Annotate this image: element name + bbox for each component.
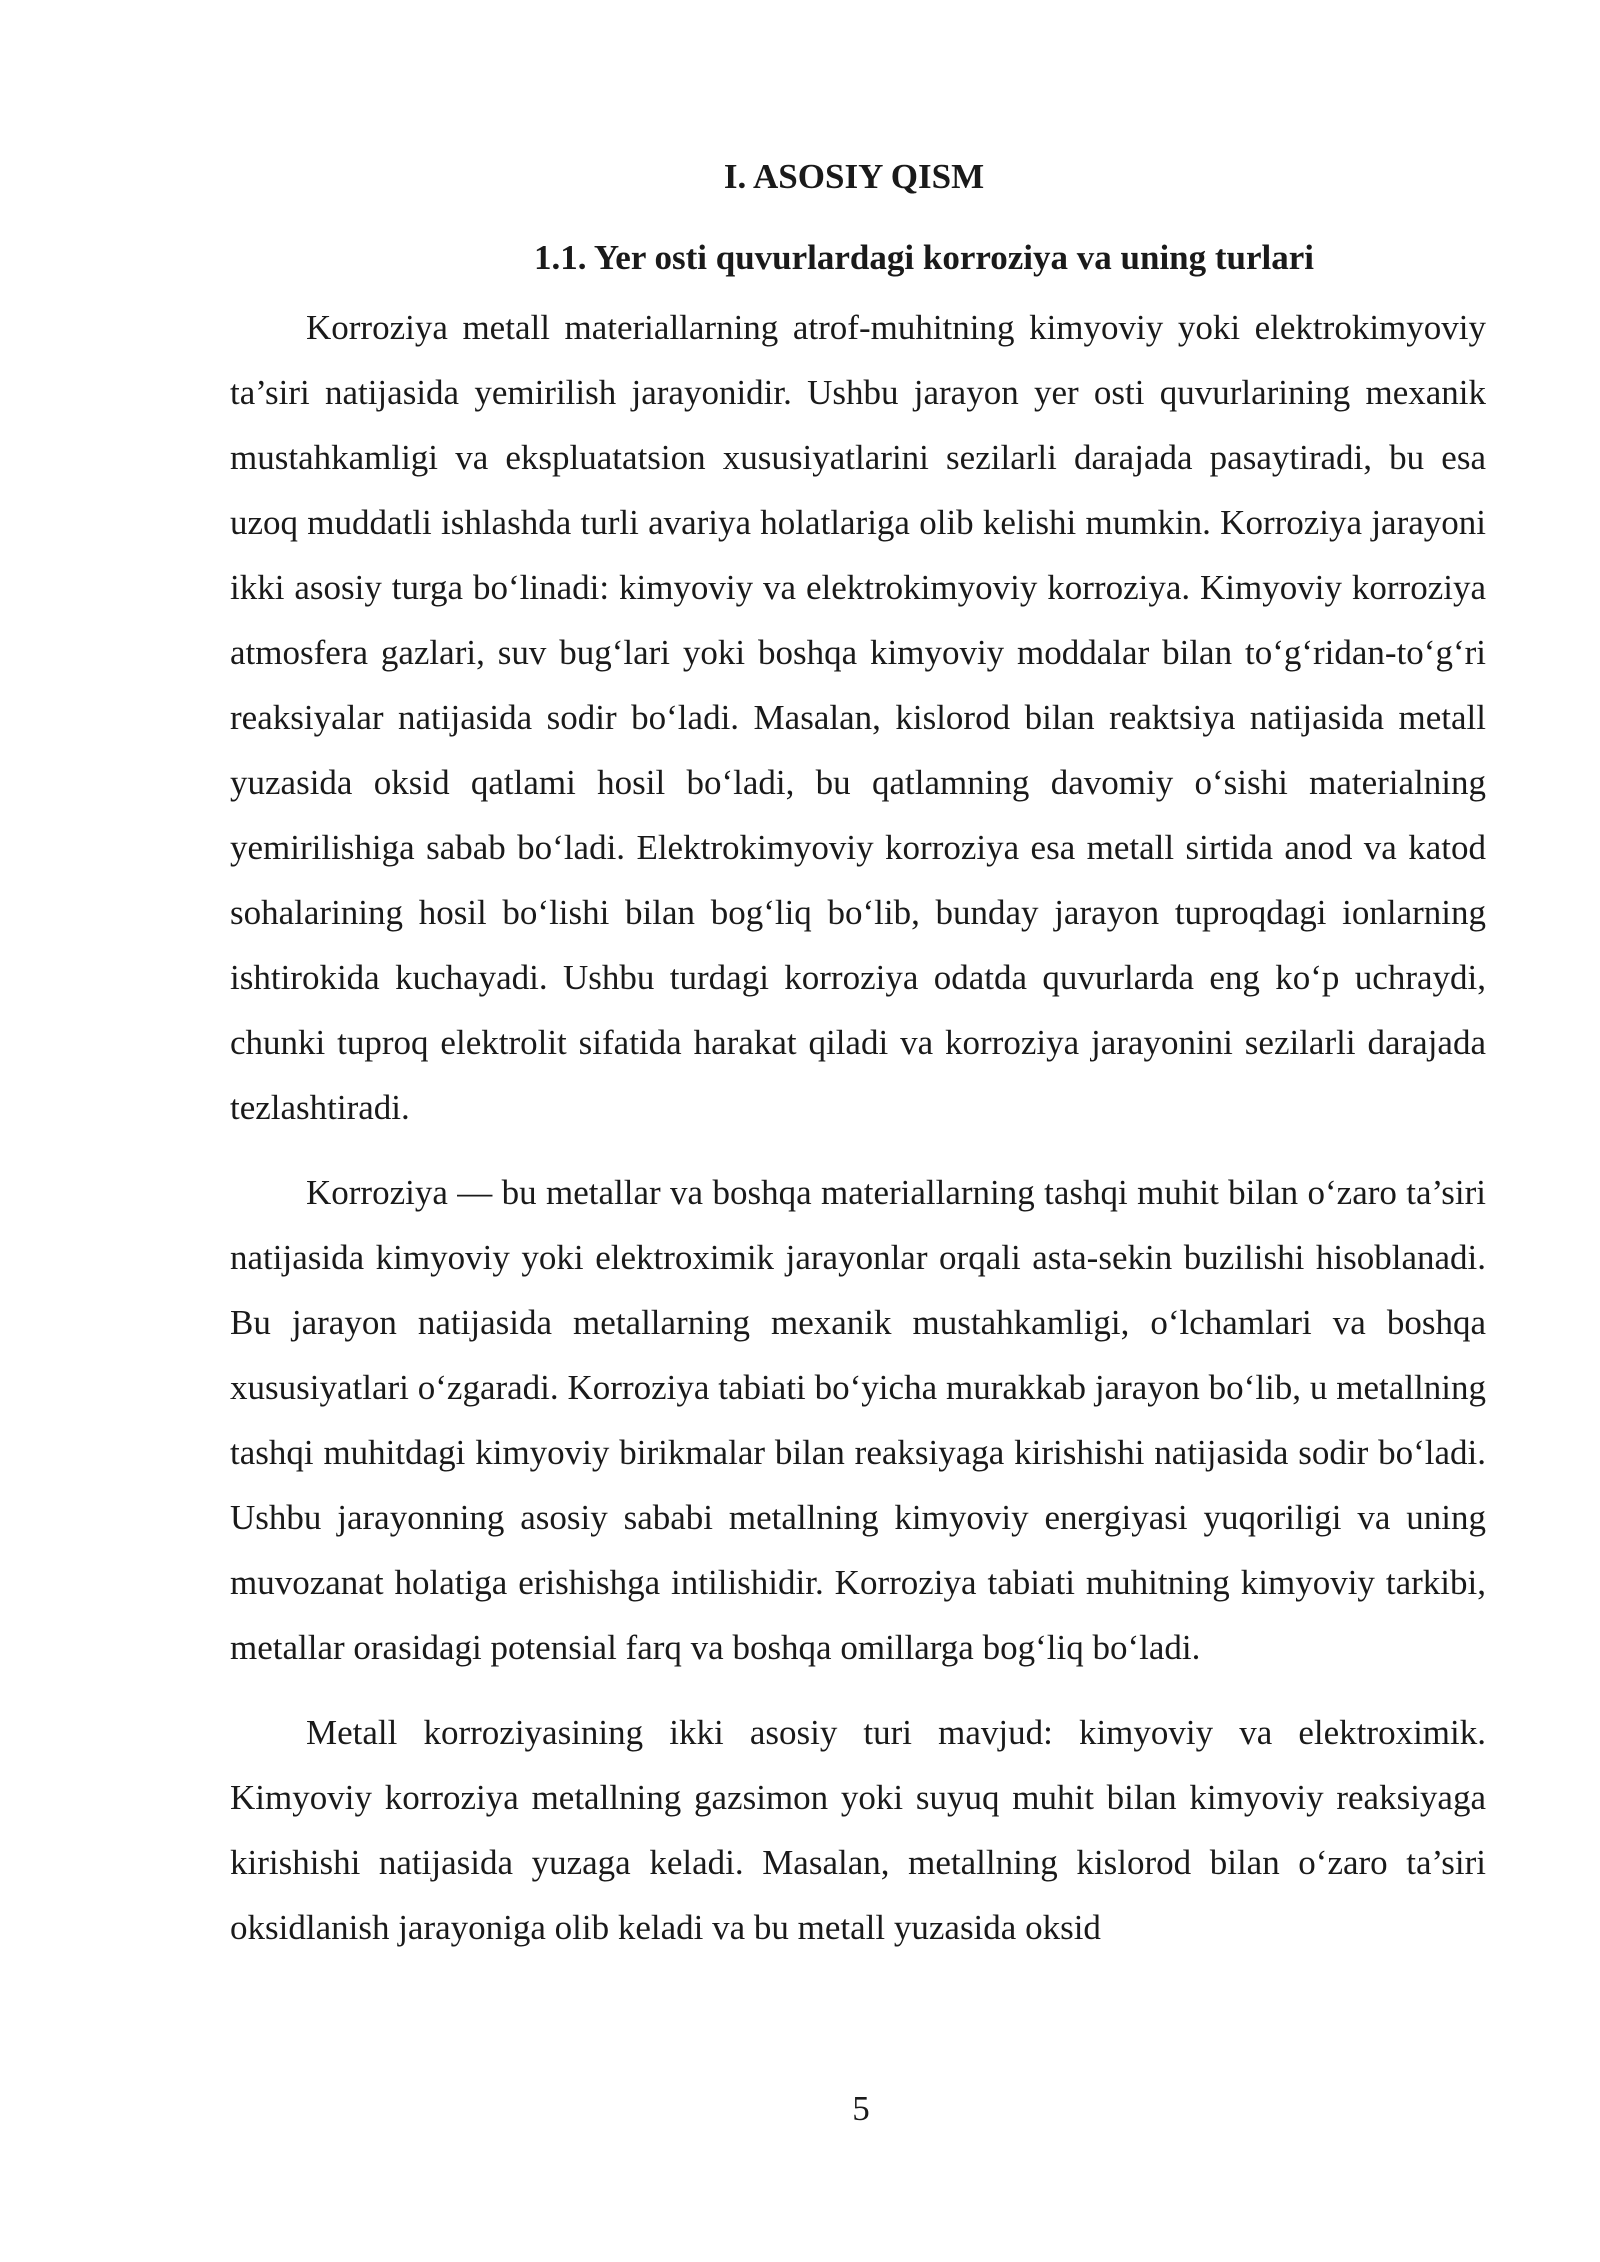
body-text: [230, 295, 1486, 1960]
paragraph-2: Korroziya — bu metallar va boshqa materiallarning tashqi muhit bilan o‘zaro ta’siri natijasida kimyoviy yoki elektroximik jarayonlar orqali asta-sekin buzilishi hisoblanadi. Bu jarayon natijasida metallarning mexanik mustahkamligi, o‘lchamlari va boshqa xususiyatlari o‘zgaradi. Korroziya tabiati bo‘yicha murakkab jarayon bo‘lib, u metallning tashqi muhitdagi kimyoviy birikmalar bilan reaksiyaga kirishishi natijasida sodir bo‘ladi. Ushbu jarayonning asosiy sababi metallning kimyoviy energiyasi yuqoriligi va uning muvozanat holatiga erishishga intilishidir. Korroziya tabiati muhitning kimyoviy tarkibi, metallar orasidagi potensial farq va boshqa omillarga bog‘liq bo‘ladi.: [230, 1173, 1486, 1667]
paragraph-1: Korroziya metall materiallarning atrof-muhitning kimyoviy yoki elektrokimyoviy ta’siri natijasida yemirilish jarayonidir. Ushbu jarayon yer osti quvurlarining mexanik mustahkamligi va ekspluatatsion xususiyatlarini sezilarli darajada pasaytiradi, bu esa uzoq muddatli ishlashda turli avariya holatlariga olib kelishi mumkin. Korroziya jarayoni ikki asosiy turga bo‘linadi: kimyoviy va elektrokimyoviy korroziya. Kimyoviy korroziya atmosfera gazlari, suv bug‘lari yoki boshqa kimyoviy moddalar bilan to‘g‘ridan-to‘g‘ri reaksiyalar natijasida sodir bo‘ladi. Masalan, kislorod bilan reaktsiya natijasida metall yuzasida oksid qatlami hosil bo‘ladi, bu qatlamning davomiy o‘sishi materialning yemirilishiga sabab bo‘ladi. Elektrokimyoviy korroziya esa metall sirtida anod va katod sohalarining hosil bo‘lishi bilan bog‘liq bo‘lib, bunday jarayon tuproqdagi ionlarning ishtirokida kuchayadi. Ushbu turdagi korroziya odatda quvurlarda eng ko‘p uchraydi, chunki tuproq elektrolit sifatida harakat qiladi va korroziya jarayonini sezilarli darajada tezlashtiradi.: [230, 308, 1486, 1127]
paragraph-3: Metall korroziyasining ikki asosiy turi mavjud: kimyoviy va elektroximik. Kimyoviy korroziya metallning gazsimon yoki suyuq muhit bilan kimyoviy reaksiyaga kirishishi natijasida yuzaga keladi. Masalan, metallning kislorod bilan o‘zaro ta’siri oksidlanish jarayoniga olib keladi va bu metall yuzasida oksid: [230, 1713, 1486, 1947]
chapter-title: I. ASOSIY QISM: [723, 157, 985, 196]
page-number: 5: [852, 2089, 870, 2128]
section-title: 1.1. Yer osti quvurlardagi korroziya va uning turlari: [533, 238, 1315, 277]
